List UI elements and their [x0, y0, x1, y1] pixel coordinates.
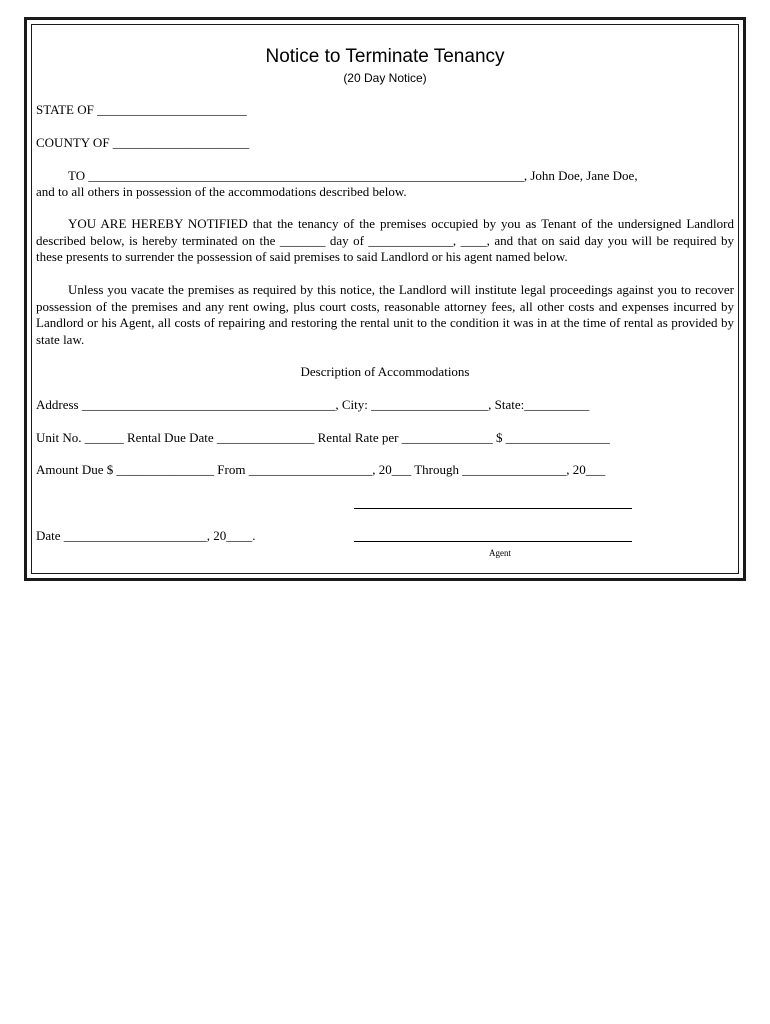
- to-continuation: and to all others in possession of the accommodations described below.: [36, 184, 407, 199]
- address-row[interactable]: Address _______________________________________, City: __________________, State:__________: [36, 397, 590, 412]
- county-field[interactable]: COUNTY OF _____________________: [36, 135, 250, 150]
- agent-label: Agent: [489, 548, 511, 558]
- legal-paragraph-text: Unless you vacate the premises as required by this notice, the Landlord will institute legal proceedings against you to recover possession of the premises and any rent owing, plus court costs, reasonable attorney fees, all other costs and expenses incurred by Landlord or his Agent, all costs of repairing and restoring the rental unit to the condition it was in at the time of rental as provided by state law.: [36, 282, 734, 347]
- notice-paragraph: [36, 216, 734, 266]
- to-field[interactable]: TO ___________________________________________________________________, John Doe, Jane Doe,: [68, 168, 638, 183]
- date-field[interactable]: Date ______________________, 20____.: [36, 528, 256, 543]
- notice-paragraph-text: YOU ARE HEREBY NOTIFIED that the tenancy of the premises occupied by you as Tenant of the undersigned Landlord described below, is hereby terminated on the _______ day of _____________, ____, and that on said day you will be required by these presents to surrender the possession of said premises to said Landlord or his agent named below.: [36, 216, 734, 264]
- unit-row[interactable]: Unit No. ______ Rental Due Date _______________ Rental Rate per ______________ $ ________________: [36, 430, 610, 445]
- agent-signature-line[interactable]: [354, 541, 632, 542]
- document-title: Notice to Terminate Tenancy: [265, 46, 505, 67]
- amount-row[interactable]: Amount Due $ _______________ From ___________________, 20___ Through ________________, 20___: [36, 462, 606, 477]
- description-heading: Description of Accommodations: [300, 364, 470, 379]
- legal-paragraph: [36, 282, 734, 348]
- signature-line[interactable]: [354, 508, 632, 509]
- state-field[interactable]: STATE OF _______________________: [36, 102, 247, 117]
- document-subtitle: (20 Day Notice): [343, 71, 427, 85]
